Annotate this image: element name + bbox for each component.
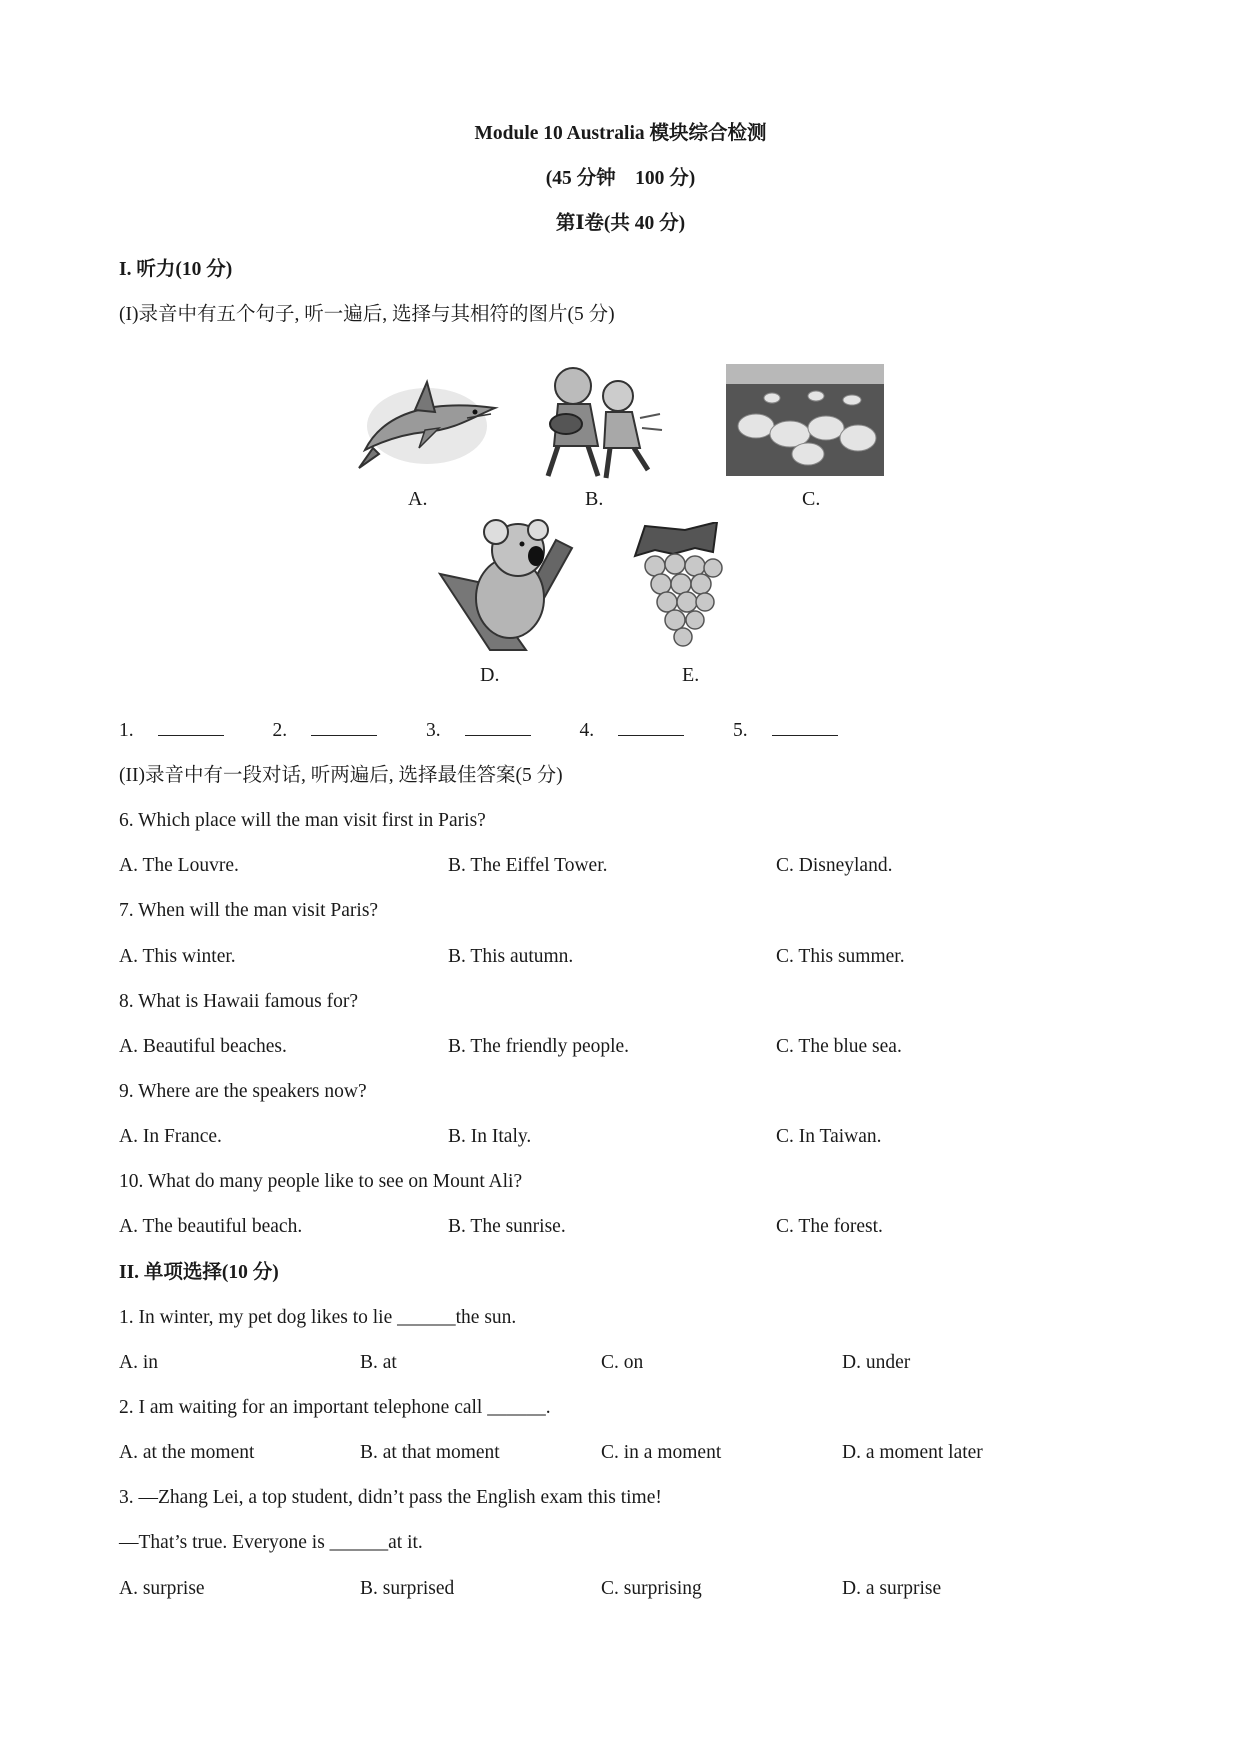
option-c[interactable]: C. surprising (601, 1578, 702, 1599)
part1-instruction: (I)录音中有五个句子, 听一遍后, 选择与其相符的图片(5 分) (119, 304, 615, 325)
sheep-photo-icon (726, 364, 884, 476)
picture-label-e: E. (682, 664, 700, 686)
option-c[interactable]: C. The forest. (776, 1216, 883, 1237)
option-b[interactable]: B. The sunrise. (448, 1216, 566, 1237)
time-score: (45 分钟 100 分) (545, 168, 696, 189)
option-c[interactable]: C. in a moment (601, 1442, 722, 1463)
question-text-reply: —That’s true. Everyone is ______at it. (119, 1532, 423, 1553)
question-text: 9. Where are the speakers now? (119, 1081, 367, 1102)
question-text: 3. —Zhang Lei, a top student, didn’t pass the English exam this time! (119, 1487, 662, 1508)
rugby-players-icon (528, 358, 668, 483)
picture-label-c: C. (802, 488, 821, 510)
question-text: 1. In winter, my pet dog likes to lie ______the sun. (119, 1307, 517, 1328)
option-d[interactable]: D. a surprise (842, 1578, 942, 1599)
option-b[interactable]: B. The friendly people. (448, 1036, 630, 1057)
section-heading-choice: II. 单项选择(10 分) (119, 1262, 279, 1283)
answer-blank[interactable]: 2. (273, 717, 400, 744)
answer-blank[interactable]: 4. (580, 717, 707, 744)
grapes-icon (625, 522, 735, 657)
option-b[interactable]: B. at that moment (360, 1442, 500, 1463)
section-heading-listening: I. 听力(10 分) (119, 259, 233, 280)
answer-blank[interactable]: 3. (426, 717, 553, 744)
option-b[interactable]: B. surprised (360, 1578, 455, 1599)
part2-instruction: (II)录音中有一段对话, 听两遍后, 选择最佳答案(5 分) (119, 765, 563, 786)
option-d[interactable]: D. under (842, 1352, 911, 1373)
option-a[interactable]: A. surprise (119, 1578, 205, 1599)
option-c[interactable]: C. This summer. (776, 946, 905, 967)
option-c[interactable]: C. on (601, 1352, 644, 1373)
option-a[interactable]: A. in (119, 1352, 158, 1373)
option-b[interactable]: B. This autumn. (448, 946, 574, 967)
option-a[interactable]: A. The beautiful beach. (119, 1216, 303, 1237)
volume-heading: 第Ⅰ卷(共 40 分) (555, 213, 686, 234)
question-text: 6. Which place will the man visit first in Paris? (119, 810, 486, 831)
option-a[interactable]: A. This winter. (119, 946, 236, 967)
option-c[interactable]: C. The blue sea. (776, 1036, 902, 1057)
question-text: 8. What is Hawaii famous for? (119, 991, 358, 1012)
question-text: 10. What do many people like to see on Mount Ali? (119, 1171, 523, 1192)
shark-icon (355, 370, 500, 480)
question-text: 2. I am waiting for an important telephone call ______. (119, 1397, 551, 1418)
answer-blank[interactable]: 5. (733, 717, 860, 744)
option-b[interactable]: B. at (360, 1352, 397, 1373)
option-b[interactable]: B. The Eiffel Tower. (448, 855, 608, 876)
page-title: Module 10 Australia 模块综合检测 (474, 123, 767, 144)
option-a[interactable]: A. at the moment (119, 1442, 255, 1463)
picture-label-d: D. (480, 664, 500, 686)
option-c[interactable]: C. In Taiwan. (776, 1126, 882, 1147)
option-b[interactable]: B. In Italy. (448, 1126, 532, 1147)
option-d[interactable]: D. a moment later (842, 1442, 983, 1463)
answer-blanks (119, 717, 882, 744)
option-a[interactable]: A. In France. (119, 1126, 222, 1147)
option-a[interactable]: A. The Louvre. (119, 855, 239, 876)
option-a[interactable]: A. Beautiful beaches. (119, 1036, 287, 1057)
picture-label-b: B. (585, 488, 604, 510)
question-text: 7. When will the man visit Paris? (119, 900, 379, 921)
answer-blank[interactable]: 1. (119, 717, 246, 744)
picture-label-a: A. (408, 488, 428, 510)
option-c[interactable]: C. Disneyland. (776, 855, 893, 876)
koala-icon (438, 518, 583, 653)
